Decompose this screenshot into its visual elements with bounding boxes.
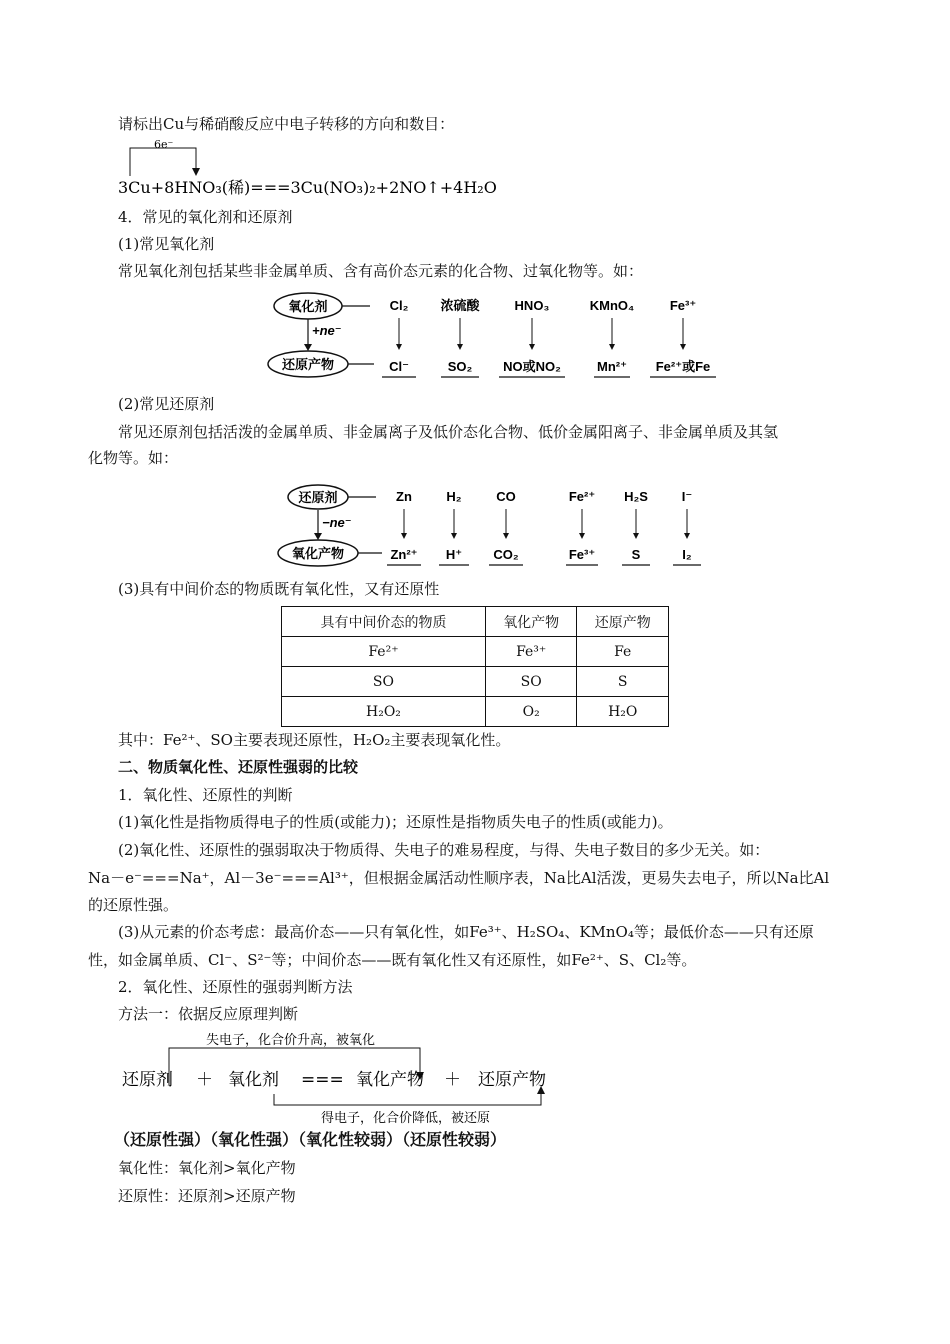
s4-note: 其中：Fe²⁺、SO主要表现还原性，H₂O₂主要表现氧化性。 (118, 731, 511, 749)
table-cell: SO (282, 667, 486, 697)
table-cell: SO (485, 667, 577, 697)
reagent-top-1: H₂ (446, 489, 462, 504)
s4-sub2-text-2: 化物等。如： (88, 449, 179, 467)
s4-sub2-text-1: 常见还原剂包括活泼的金属单质、非金属离子及低价态化合物、低价金属阳离子、非金属单质及其氢 (118, 423, 779, 441)
reagent-top-1: 浓硫酸 (440, 298, 480, 313)
s4-sub3: (3)具有中间价态的物质既有氧化性，又有还原性 (118, 580, 440, 598)
table-row (282, 697, 669, 727)
electron-transfer-equation (118, 138, 548, 198)
sec2-title: 二、物质氧化性、还原性强弱的比较 (118, 758, 359, 776)
s4-sub1: (1)常见氧化剂 (118, 235, 215, 253)
table-header-row (282, 607, 669, 637)
sec2-p1-b-2: Na－e⁻===Na⁺，Al－3e⁻===Al³⁺，但根据金属活动性顺序表，Na比Al活泼，更易失去电子，所以Na比Al (88, 869, 830, 887)
reagent-arrowhead-1 (457, 344, 463, 350)
reagent-bottom-0: Cl⁻ (389, 359, 409, 374)
oxidant-diagram (262, 288, 742, 383)
reagent-top-4: Fe³⁺ (669, 298, 697, 313)
reagent-arrowhead-5 (684, 533, 690, 539)
table-cell: O₂ (485, 697, 577, 727)
reagent-bottom-4: Fe²⁺或Fe (655, 359, 711, 374)
table-cell: Fe²⁺ (282, 637, 486, 667)
oxidant-label: 氧化剂 (288, 299, 328, 314)
reagent-bottom-1: H⁺ (445, 547, 463, 562)
oxidation-product-label: 氧化产物 (291, 546, 345, 561)
table-header: 具有中间价态的物质 (282, 607, 486, 637)
reagent-arrowhead-2 (503, 533, 509, 539)
method1: 方法一：依据反应原理判断 (118, 1005, 299, 1023)
equation: 3Cu+8HNO₃(稀)===3Cu(NO₃)₂+2NO↑+4H₂O (118, 178, 497, 197)
reagent-top-4: H₂S (624, 489, 648, 504)
intermediate-valence-table (281, 606, 669, 727)
reaction-plus-2: ＋ (444, 1070, 461, 1090)
reagent-arrowhead-2 (529, 344, 535, 350)
reaction-oxidant: 氧化剂 (228, 1070, 279, 1090)
reaction-principle-diagram (116, 1030, 586, 1125)
sec2-p1-c-2: 性，如金属单质、Cl⁻、S²⁻等；中间价态——既有氧化性又有还原性，如Fe²⁺、S、Cl₂等。 (88, 951, 697, 969)
reagent-arrowhead-1 (451, 533, 457, 539)
s4-sub2: (2)常见还原剂 (118, 395, 215, 413)
sec2-p1-b-1: (2)氧化性、还原性的强弱取决于物质得、失电子的难易程度，与得、失电子数目的多少无关。如： (118, 841, 770, 859)
reagent-top-3: KMnO₄ (589, 298, 635, 313)
reagent-bottom-2: CO₂ (493, 547, 519, 562)
reductant-diagram (276, 483, 726, 573)
reagent-bottom-1: SO₂ (447, 359, 473, 374)
sec2-p2-title: 2．氧化性、还原性的强弱判断方法 (118, 978, 353, 996)
intro-label: 请标出Cu与稀硝酸反应中电子转移的方向和数目： (118, 115, 455, 133)
table-cell: H₂O₂ (282, 697, 486, 727)
table-header: 还原产物 (577, 607, 669, 637)
reagent-bottom-3: Mn²⁺ (597, 359, 627, 374)
sec2-p1-c-1: (3)从元素的价态考虑：最高价态——只有氧化性，如Fe³⁺、H₂SO₄、KMnO₄等；最低价态——只有还原 (118, 923, 814, 941)
table-cell: Fe³⁺ (485, 637, 577, 667)
reagent-bottom-5: I₂ (682, 547, 692, 562)
reduction-product-label: 还原产物 (281, 357, 335, 372)
reaction-ox-product: 氧化产物 (356, 1070, 424, 1090)
table-cell: H₂O (577, 697, 669, 727)
gain-electron-text: +ne⁻ (312, 323, 342, 338)
ox-comparison: 氧化性：氧化剂>氧化产物 (118, 1159, 296, 1177)
lose-electron-note: 失电子，化合价升高，被氧化 (206, 1033, 376, 1048)
s4-title: 4．常见的氧化剂和还原剂 (118, 208, 293, 226)
sec2-p1-b-3: 的还原性强。 (88, 896, 179, 914)
reagent-bottom-4: S (631, 547, 641, 562)
reagent-top-3: Fe²⁺ (568, 489, 596, 504)
reagent-top-5: I⁻ (681, 489, 693, 504)
reagent-top-2: CO (496, 489, 516, 504)
reaction-equals: === (301, 1070, 344, 1090)
table-row (282, 637, 669, 667)
table-header: 氧化产物 (485, 607, 577, 637)
lose-electron-text: −ne⁻ (322, 515, 352, 530)
reaction-plus-1: ＋ (196, 1070, 213, 1090)
strength-line: （还原性强）（氧化性强）（氧化性较弱）（还原性较弱） (114, 1130, 507, 1149)
reagent-arrowhead-3 (609, 344, 615, 350)
reagent-bottom-0: Zn²⁺ (390, 547, 418, 562)
reagent-bottom-2: NO或NO₂ (503, 359, 561, 374)
reagent-bottom-3: Fe³⁺ (568, 547, 596, 562)
reagent-arrowhead-4 (633, 533, 639, 539)
table-cell: Fe (577, 637, 669, 667)
red-comparison: 还原性：还原剂>还原产物 (118, 1187, 296, 1205)
s4-sub1-text: 常见氧化剂包括某些非金属单质、含有高价态元素的化合物、过氧化物等。如： (118, 262, 644, 280)
gain-electron-note: 得电子，化合价降低，被还原 (321, 1111, 491, 1125)
reagent-top-0: Zn (396, 489, 412, 504)
reagent-top-0: Cl₂ (389, 298, 409, 313)
reductant-label: 还原剂 (298, 490, 338, 505)
reagent-arrowhead-0 (396, 344, 402, 350)
sec2-p1-title: 1．氧化性、还原性的判断 (118, 786, 293, 804)
reagent-top-2: HNO₃ (514, 298, 550, 313)
reagent-arrowhead-0 (401, 533, 407, 539)
sec2-p1-a: (1)氧化性是指物质得电子的性质(或能力)；还原性是指物质失电子的性质(或能力)。 (118, 813, 673, 831)
table-row (282, 667, 669, 697)
arrow-label: 6e⁻ (154, 138, 174, 151)
reaction-red-product: 还原产物 (478, 1070, 546, 1090)
table-cell: S (577, 667, 669, 697)
reagent-arrowhead-3 (579, 533, 585, 539)
reaction-reductant: 还原剂 (122, 1070, 173, 1090)
reagent-arrowhead-4 (680, 344, 686, 350)
